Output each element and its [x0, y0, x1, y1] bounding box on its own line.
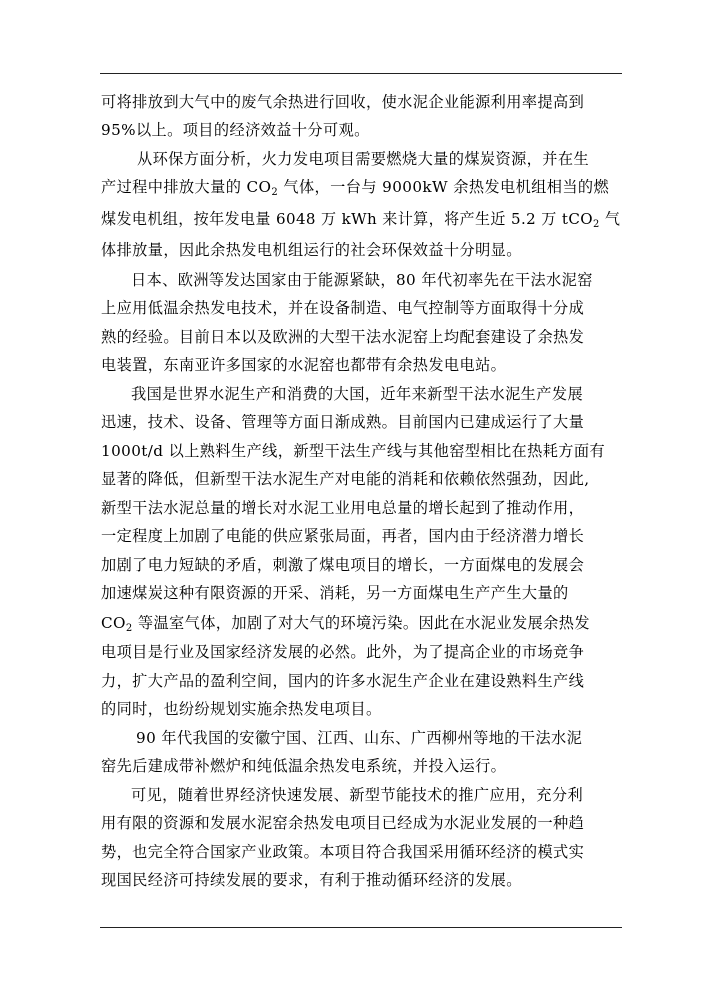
footer-rule — [100, 927, 622, 928]
paragraph-2-line-4: 体排放量，因此余热发电机组运行的社会环保效益十分明显。 — [101, 241, 522, 259]
paragraph-5-line-1: 90 年代我国的安徽宁国、江西、山东、广西柳州等地的干法水泥 — [136, 729, 583, 747]
paragraph-4-line-7: 加剧了电力短缺的矛盾，刺激了煤电项目的增长，一方面煤电的发展会 — [101, 556, 585, 574]
paragraph-4-line-10: 电项目是行业及国家经济发展的必然。此外，为了提高企业的市场竞争 — [101, 643, 585, 661]
paragraph-1-line-2: 95%以上。项目的经济效益十分可观。 — [101, 121, 370, 139]
paragraph-6-line-1: 可见，随着世界经济快速发展、新型节能技术的推广应用，充分利 — [131, 786, 584, 804]
paragraph-3-line-3: 熟的经验。目前日本以及欧洲的大型干法水泥窑上均配套建设了余热发 — [101, 328, 585, 346]
header-rule — [100, 73, 622, 74]
paragraph-4-line-12: 的同时，也纷纷规划实施余热发电项目。 — [101, 700, 382, 718]
paragraph-2-line-2: 产过程中排放大量的 $CO_2$ 气体，一台与 9000kW 余热发电机组相当的燃 — [101, 178, 610, 198]
paragraph-6-line-2: 用有限的资源和发展水泥窑余热发电项目已经成为水泥业发展的一种趋 — [101, 814, 585, 832]
paragraph-2-line-1: 从环保方面分析，火力发电项目需要燃烧大量的煤炭资源，并在生 — [137, 150, 590, 168]
paragraph-3-line-2: 上应用低温余热发电技术，并在设备制造、电气控制等方面取得十分成 — [101, 299, 585, 317]
paragraph-4-line-4: 显著的降低，但新型干法水泥生产对电能的消耗和依赖依然强劲，因此, — [101, 470, 590, 488]
paragraph-6-line-4: 现国民经济可持续发展的要求，有利于推动循环经济的发展。 — [101, 871, 522, 889]
paragraph-4-line-6: 一定程度上加剧了电能的供应紧张局面，再者，国内由于经济潜力增长 — [101, 527, 585, 545]
paragraph-2-line-3: 煤发电机组，按年发电量 6048 万 kWh 来计算，将产生近 5.2 万 tCO$_2$ 气 — [101, 210, 621, 230]
paragraph-4-line-8: 加速煤炭这种有限资源的开采、消耗，另一方面煤电生产产生大量的 — [101, 584, 569, 602]
paragraph-1-line-1: 可将排放到大气中的废气余热进行回收，使水泥企业能源利用率提高到 — [101, 93, 585, 111]
paragraph-4-line-11: 力，扩大产品的盈利空间，国内的许多水泥生产企业在建设熟料生产线 — [101, 672, 585, 690]
paragraph-4-line-5: 新型干法水泥总量的增长对水泥工业用电总量的增长起到了推动作用， — [101, 499, 585, 517]
paragraph-3-line-1: 日本、欧洲等发达国家由于能源紧缺，80 年代初率先在干法水泥窑 — [131, 271, 593, 289]
paragraph-5-line-2: 窑先后建成带补燃炉和纯低温余热发电系统，并投入运行。 — [101, 757, 507, 775]
paragraph-3-line-4: 电装置，东南亚许多国家的水泥窑也都带有余热发电电站。 — [101, 356, 507, 374]
paragraph-4-line-2: 迅速，技术、设备、管理等方面日渐成熟。目前国内已建成运行了大量 — [101, 413, 585, 431]
paragraph-4-line-9: $CO_2$ 等温室气体，加剧了对大气的环境污染。因此在水泥业发展余热发 — [101, 614, 590, 634]
paragraph-6-line-3: 势，也完全符合国家产业政策。本项目符合我国采用循环经济的模式实 — [101, 843, 585, 861]
paragraph-4-line-3: 1000t/d 以上熟料生产线，新型干法生产线与其他窑型相比在热耗方面有 — [101, 442, 606, 460]
paragraph-4-line-1: 我国是世界水泥生产和消费的大国，近年来新型干法水泥生产发展 — [131, 385, 584, 403]
